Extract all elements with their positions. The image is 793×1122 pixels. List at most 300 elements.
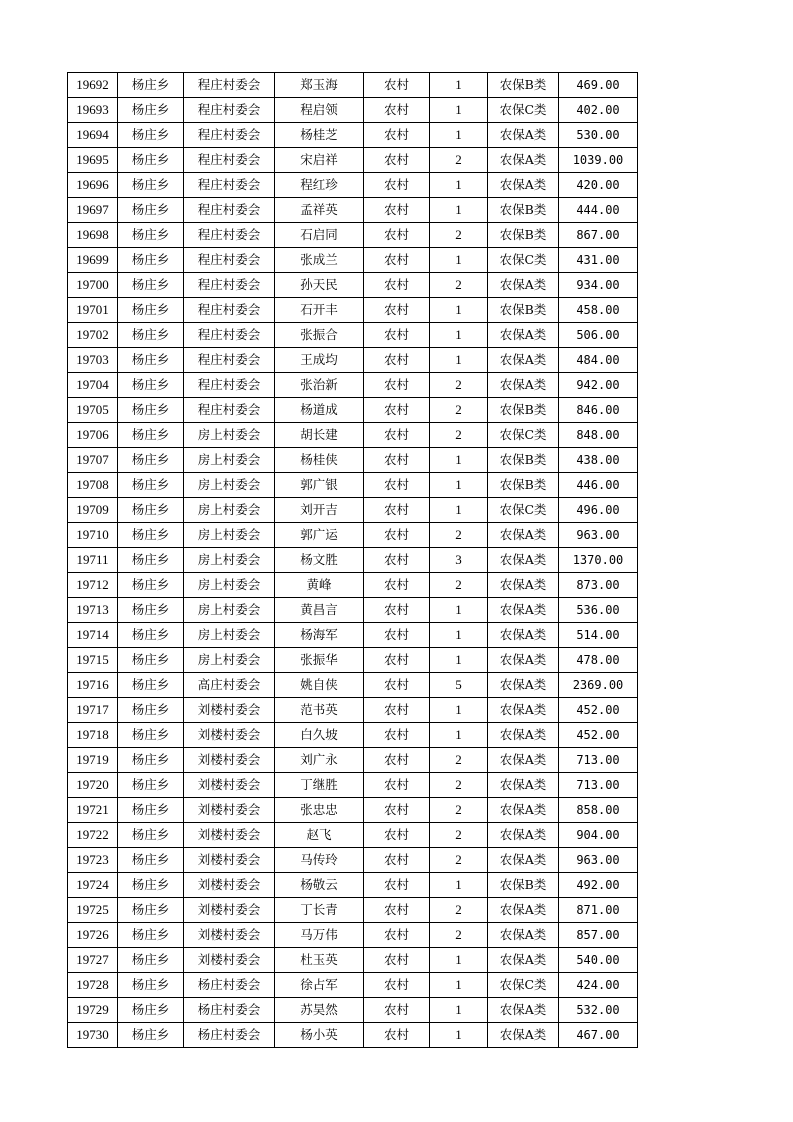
serial-cell: 19718	[68, 723, 118, 748]
table-row	[68, 798, 638, 823]
name-cell: 孙天民	[275, 273, 364, 298]
name-cell: 郑玉海	[275, 73, 364, 98]
name-cell: 杨文胜	[275, 548, 364, 573]
area-type-cell: 农村	[364, 973, 430, 998]
village-committee-cell: 杨庄村委会	[184, 998, 275, 1023]
insurance-category-cell: 农保A类	[488, 698, 559, 723]
table-row	[68, 398, 638, 423]
insurance-category-cell: 农保B类	[488, 298, 559, 323]
table-row	[68, 848, 638, 873]
village-committee-cell: 刘楼村委会	[184, 923, 275, 948]
township-cell: 杨庄乡	[118, 348, 184, 373]
table-row	[68, 273, 638, 298]
village-committee-cell: 房上村委会	[184, 598, 275, 623]
table-row	[68, 873, 638, 898]
insurance-category-cell: 农保C类	[488, 973, 559, 998]
amount-cell: 530.00	[559, 123, 638, 148]
area-type-cell: 农村	[364, 998, 430, 1023]
household-count-cell: 2	[430, 573, 488, 598]
township-cell: 杨庄乡	[118, 773, 184, 798]
name-cell: 马万伟	[275, 923, 364, 948]
table-row	[68, 523, 638, 548]
village-committee-cell: 程庄村委会	[184, 348, 275, 373]
serial-cell: 19715	[68, 648, 118, 673]
household-count-cell: 2	[430, 898, 488, 923]
table-row	[68, 748, 638, 773]
table-row	[68, 73, 638, 98]
serial-cell: 19721	[68, 798, 118, 823]
serial-cell: 19695	[68, 148, 118, 173]
amount-cell: 492.00	[559, 873, 638, 898]
area-type-cell: 农村	[364, 523, 430, 548]
household-count-cell: 1	[430, 73, 488, 98]
serial-cell: 19725	[68, 898, 118, 923]
name-cell: 杨海军	[275, 623, 364, 648]
serial-cell: 19701	[68, 298, 118, 323]
amount-cell: 713.00	[559, 773, 638, 798]
serial-cell: 19706	[68, 423, 118, 448]
insurance-category-cell: 农保C类	[488, 98, 559, 123]
village-committee-cell: 刘楼村委会	[184, 748, 275, 773]
table-row	[68, 223, 638, 248]
name-cell: 杨道成	[275, 398, 364, 423]
table-row	[68, 673, 638, 698]
township-cell: 杨庄乡	[118, 873, 184, 898]
township-cell: 杨庄乡	[118, 423, 184, 448]
township-cell: 杨庄乡	[118, 173, 184, 198]
township-cell: 杨庄乡	[118, 373, 184, 398]
village-committee-cell: 刘楼村委会	[184, 723, 275, 748]
table-row	[68, 698, 638, 723]
area-type-cell: 农村	[364, 648, 430, 673]
household-count-cell: 1	[430, 123, 488, 148]
village-committee-cell: 刘楼村委会	[184, 698, 275, 723]
amount-cell: 444.00	[559, 198, 638, 223]
amount-cell: 963.00	[559, 848, 638, 873]
serial-cell: 19700	[68, 273, 118, 298]
name-cell: 胡长建	[275, 423, 364, 448]
household-count-cell: 5	[430, 673, 488, 698]
table-row	[68, 548, 638, 573]
amount-cell: 904.00	[559, 823, 638, 848]
table-row	[68, 473, 638, 498]
village-committee-cell: 刘楼村委会	[184, 823, 275, 848]
area-type-cell: 农村	[364, 123, 430, 148]
village-committee-cell: 程庄村委会	[184, 198, 275, 223]
insurance-category-cell: 农保A类	[488, 373, 559, 398]
household-count-cell: 1	[430, 323, 488, 348]
name-cell: 郭广银	[275, 473, 364, 498]
insurance-category-cell: 农保B类	[488, 448, 559, 473]
table-row	[68, 923, 638, 948]
serial-cell: 19710	[68, 523, 118, 548]
table-row	[68, 973, 638, 998]
table-row	[68, 98, 638, 123]
area-type-cell: 农村	[364, 898, 430, 923]
name-cell: 刘广永	[275, 748, 364, 773]
insurance-category-cell: 农保A类	[488, 273, 559, 298]
area-type-cell: 农村	[364, 723, 430, 748]
amount-cell: 446.00	[559, 473, 638, 498]
township-cell: 杨庄乡	[118, 98, 184, 123]
village-committee-cell: 房上村委会	[184, 498, 275, 523]
name-cell: 张振华	[275, 648, 364, 673]
amount-cell: 848.00	[559, 423, 638, 448]
village-committee-cell: 刘楼村委会	[184, 848, 275, 873]
household-count-cell: 2	[430, 798, 488, 823]
area-type-cell: 农村	[364, 198, 430, 223]
area-type-cell: 农村	[364, 548, 430, 573]
name-cell: 张忠忠	[275, 798, 364, 823]
amount-cell: 713.00	[559, 748, 638, 773]
serial-cell: 19703	[68, 348, 118, 373]
insurance-category-cell: 农保C类	[488, 498, 559, 523]
table-row	[68, 323, 638, 348]
table-row	[68, 423, 638, 448]
area-type-cell: 农村	[364, 823, 430, 848]
name-cell: 杨小英	[275, 1023, 364, 1048]
name-cell: 白久坡	[275, 723, 364, 748]
township-cell: 杨庄乡	[118, 673, 184, 698]
township-cell: 杨庄乡	[118, 398, 184, 423]
serial-cell: 19722	[68, 823, 118, 848]
amount-cell: 458.00	[559, 298, 638, 323]
household-count-cell: 2	[430, 748, 488, 773]
amount-cell: 942.00	[559, 373, 638, 398]
village-committee-cell: 刘楼村委会	[184, 873, 275, 898]
name-cell: 苏昊然	[275, 998, 364, 1023]
serial-cell: 19708	[68, 473, 118, 498]
name-cell: 程启领	[275, 98, 364, 123]
roster-body	[68, 73, 638, 1048]
table-row	[68, 348, 638, 373]
name-cell: 赵飞	[275, 823, 364, 848]
table-row	[68, 898, 638, 923]
name-cell: 程红珍	[275, 173, 364, 198]
household-count-cell: 1	[430, 723, 488, 748]
serial-cell: 19716	[68, 673, 118, 698]
name-cell: 王成均	[275, 348, 364, 373]
village-committee-cell: 房上村委会	[184, 648, 275, 673]
name-cell: 丁继胜	[275, 773, 364, 798]
area-type-cell: 农村	[364, 848, 430, 873]
serial-cell: 19699	[68, 248, 118, 273]
amount-cell: 867.00	[559, 223, 638, 248]
serial-cell: 19697	[68, 198, 118, 223]
village-committee-cell: 程庄村委会	[184, 273, 275, 298]
serial-cell: 19719	[68, 748, 118, 773]
village-committee-cell: 程庄村委会	[184, 148, 275, 173]
table-row	[68, 948, 638, 973]
table-row	[68, 998, 638, 1023]
area-type-cell: 农村	[364, 873, 430, 898]
household-count-cell: 2	[430, 848, 488, 873]
amount-cell: 452.00	[559, 698, 638, 723]
serial-cell: 19698	[68, 223, 118, 248]
village-committee-cell: 程庄村委会	[184, 248, 275, 273]
area-type-cell: 农村	[364, 923, 430, 948]
amount-cell: 496.00	[559, 498, 638, 523]
table-row	[68, 248, 638, 273]
serial-cell: 19704	[68, 373, 118, 398]
insurance-category-cell: 农保B类	[488, 473, 559, 498]
serial-cell: 19709	[68, 498, 118, 523]
area-type-cell: 农村	[364, 598, 430, 623]
household-count-cell: 1	[430, 648, 488, 673]
amount-cell: 857.00	[559, 923, 638, 948]
household-count-cell: 1	[430, 998, 488, 1023]
township-cell: 杨庄乡	[118, 948, 184, 973]
table-row	[68, 198, 638, 223]
serial-cell: 19730	[68, 1023, 118, 1048]
amount-cell: 506.00	[559, 323, 638, 348]
area-type-cell: 农村	[364, 473, 430, 498]
table-row	[68, 1023, 638, 1048]
household-count-cell: 2	[430, 273, 488, 298]
township-cell: 杨庄乡	[118, 898, 184, 923]
area-type-cell: 农村	[364, 498, 430, 523]
serial-cell: 19717	[68, 698, 118, 723]
township-cell: 杨庄乡	[118, 573, 184, 598]
village-committee-cell: 杨庄村委会	[184, 973, 275, 998]
township-cell: 杨庄乡	[118, 623, 184, 648]
serial-cell: 19702	[68, 323, 118, 348]
township-cell: 杨庄乡	[118, 998, 184, 1023]
township-cell: 杨庄乡	[118, 198, 184, 223]
insurance-category-cell: 农保A类	[488, 673, 559, 698]
name-cell: 杨敬云	[275, 873, 364, 898]
amount-cell: 858.00	[559, 798, 638, 823]
insurance-category-cell: 农保A类	[488, 748, 559, 773]
village-committee-cell: 房上村委会	[184, 548, 275, 573]
area-type-cell: 农村	[364, 673, 430, 698]
name-cell: 杨桂芝	[275, 123, 364, 148]
village-committee-cell: 程庄村委会	[184, 173, 275, 198]
amount-cell: 871.00	[559, 898, 638, 923]
village-committee-cell: 程庄村委会	[184, 73, 275, 98]
insurance-category-cell: 农保A类	[488, 648, 559, 673]
township-cell: 杨庄乡	[118, 248, 184, 273]
village-committee-cell: 房上村委会	[184, 623, 275, 648]
amount-cell: 1370.00	[559, 548, 638, 573]
insurance-category-cell: 农保A类	[488, 998, 559, 1023]
village-committee-cell: 刘楼村委会	[184, 773, 275, 798]
amount-cell: 478.00	[559, 648, 638, 673]
village-committee-cell: 刘楼村委会	[184, 948, 275, 973]
area-type-cell: 农村	[364, 573, 430, 598]
township-cell: 杨庄乡	[118, 1023, 184, 1048]
household-count-cell: 2	[430, 773, 488, 798]
insurance-category-cell: 农保A类	[488, 848, 559, 873]
serial-cell: 19727	[68, 948, 118, 973]
name-cell: 范书英	[275, 698, 364, 723]
amount-cell: 934.00	[559, 273, 638, 298]
serial-cell: 19728	[68, 973, 118, 998]
amount-cell: 420.00	[559, 173, 638, 198]
area-type-cell: 农村	[364, 98, 430, 123]
insurance-category-cell: 农保B类	[488, 873, 559, 898]
amount-cell: 514.00	[559, 623, 638, 648]
township-cell: 杨庄乡	[118, 723, 184, 748]
name-cell: 郭广运	[275, 523, 364, 548]
name-cell: 张成兰	[275, 248, 364, 273]
area-type-cell: 农村	[364, 273, 430, 298]
insurance-category-cell: 农保B类	[488, 223, 559, 248]
area-type-cell: 农村	[364, 698, 430, 723]
insurance-category-cell: 农保A类	[488, 123, 559, 148]
name-cell: 孟祥英	[275, 198, 364, 223]
household-count-cell: 1	[430, 623, 488, 648]
table-row	[68, 573, 638, 598]
township-cell: 杨庄乡	[118, 823, 184, 848]
area-type-cell: 农村	[364, 948, 430, 973]
name-cell: 石开丰	[275, 298, 364, 323]
village-committee-cell: 刘楼村委会	[184, 798, 275, 823]
area-type-cell: 农村	[364, 448, 430, 473]
township-cell: 杨庄乡	[118, 698, 184, 723]
amount-cell: 438.00	[559, 448, 638, 473]
village-committee-cell: 程庄村委会	[184, 373, 275, 398]
serial-cell: 19693	[68, 98, 118, 123]
village-committee-cell: 房上村委会	[184, 423, 275, 448]
amount-cell: 402.00	[559, 98, 638, 123]
area-type-cell: 农村	[364, 423, 430, 448]
village-committee-cell: 高庄村委会	[184, 673, 275, 698]
amount-cell: 452.00	[559, 723, 638, 748]
insurance-category-cell: 农保A类	[488, 923, 559, 948]
serial-cell: 19713	[68, 598, 118, 623]
township-cell: 杨庄乡	[118, 73, 184, 98]
table-row	[68, 648, 638, 673]
insurance-category-cell: 农保A类	[488, 548, 559, 573]
village-committee-cell: 程庄村委会	[184, 223, 275, 248]
village-committee-cell: 刘楼村委会	[184, 898, 275, 923]
table-row	[68, 498, 638, 523]
household-count-cell: 2	[430, 923, 488, 948]
area-type-cell: 农村	[364, 1023, 430, 1048]
household-count-cell: 1	[430, 698, 488, 723]
amount-cell: 532.00	[559, 998, 638, 1023]
serial-cell: 19726	[68, 923, 118, 948]
insurance-category-cell: 农保A类	[488, 573, 559, 598]
household-count-cell: 1	[430, 598, 488, 623]
amount-cell: 484.00	[559, 348, 638, 373]
village-committee-cell: 程庄村委会	[184, 98, 275, 123]
amount-cell: 846.00	[559, 398, 638, 423]
serial-cell: 19707	[68, 448, 118, 473]
serial-cell: 19705	[68, 398, 118, 423]
area-type-cell: 农村	[364, 298, 430, 323]
household-count-cell: 2	[430, 223, 488, 248]
household-count-cell: 2	[430, 423, 488, 448]
township-cell: 杨庄乡	[118, 848, 184, 873]
table-row	[68, 298, 638, 323]
name-cell: 杜玉英	[275, 948, 364, 973]
table-row	[68, 373, 638, 398]
township-cell: 杨庄乡	[118, 148, 184, 173]
township-cell: 杨庄乡	[118, 523, 184, 548]
township-cell: 杨庄乡	[118, 223, 184, 248]
insurance-category-cell: 农保A类	[488, 1023, 559, 1048]
household-count-cell: 1	[430, 98, 488, 123]
name-cell: 黄昌言	[275, 598, 364, 623]
township-cell: 杨庄乡	[118, 273, 184, 298]
serial-cell: 19729	[68, 998, 118, 1023]
insurance-category-cell: 农保A类	[488, 823, 559, 848]
table-row	[68, 723, 638, 748]
village-committee-cell: 房上村委会	[184, 448, 275, 473]
insurance-category-cell: 农保A类	[488, 798, 559, 823]
township-cell: 杨庄乡	[118, 548, 184, 573]
household-count-cell: 2	[430, 823, 488, 848]
household-count-cell: 1	[430, 248, 488, 273]
name-cell: 黄峰	[275, 573, 364, 598]
insurance-category-cell: 农保B类	[488, 73, 559, 98]
township-cell: 杨庄乡	[118, 123, 184, 148]
area-type-cell: 农村	[364, 623, 430, 648]
insurance-category-cell: 农保A类	[488, 623, 559, 648]
area-type-cell: 农村	[364, 373, 430, 398]
household-count-cell: 1	[430, 473, 488, 498]
serial-cell: 19723	[68, 848, 118, 873]
township-cell: 杨庄乡	[118, 448, 184, 473]
amount-cell: 2369.00	[559, 673, 638, 698]
name-cell: 杨桂侠	[275, 448, 364, 473]
township-cell: 杨庄乡	[118, 923, 184, 948]
township-cell: 杨庄乡	[118, 748, 184, 773]
amount-cell: 540.00	[559, 948, 638, 973]
village-committee-cell: 程庄村委会	[184, 298, 275, 323]
table-row	[68, 123, 638, 148]
insurance-category-cell: 农保A类	[488, 723, 559, 748]
area-type-cell: 农村	[364, 248, 430, 273]
insurance-category-cell: 农保A类	[488, 148, 559, 173]
household-count-cell: 1	[430, 973, 488, 998]
insurance-category-cell: 农保A类	[488, 173, 559, 198]
household-count-cell: 2	[430, 523, 488, 548]
name-cell: 姚自侠	[275, 673, 364, 698]
township-cell: 杨庄乡	[118, 798, 184, 823]
serial-cell: 19714	[68, 623, 118, 648]
area-type-cell: 农村	[364, 73, 430, 98]
amount-cell: 424.00	[559, 973, 638, 998]
table-row	[68, 148, 638, 173]
township-cell: 杨庄乡	[118, 598, 184, 623]
township-cell: 杨庄乡	[118, 973, 184, 998]
area-type-cell: 农村	[364, 323, 430, 348]
township-cell: 杨庄乡	[118, 298, 184, 323]
insurance-category-cell: 农保A类	[488, 523, 559, 548]
serial-cell: 19711	[68, 548, 118, 573]
name-cell: 宋启祥	[275, 148, 364, 173]
serial-cell: 19720	[68, 773, 118, 798]
table-row	[68, 773, 638, 798]
area-type-cell: 农村	[364, 773, 430, 798]
name-cell: 马传玲	[275, 848, 364, 873]
area-type-cell: 农村	[364, 798, 430, 823]
serial-cell: 19692	[68, 73, 118, 98]
area-type-cell: 农村	[364, 223, 430, 248]
village-committee-cell: 房上村委会	[184, 523, 275, 548]
amount-cell: 469.00	[559, 73, 638, 98]
household-count-cell: 1	[430, 498, 488, 523]
village-committee-cell: 房上村委会	[184, 573, 275, 598]
name-cell: 刘开吉	[275, 498, 364, 523]
township-cell: 杨庄乡	[118, 648, 184, 673]
serial-cell: 19712	[68, 573, 118, 598]
household-count-cell: 1	[430, 948, 488, 973]
household-count-cell: 2	[430, 148, 488, 173]
